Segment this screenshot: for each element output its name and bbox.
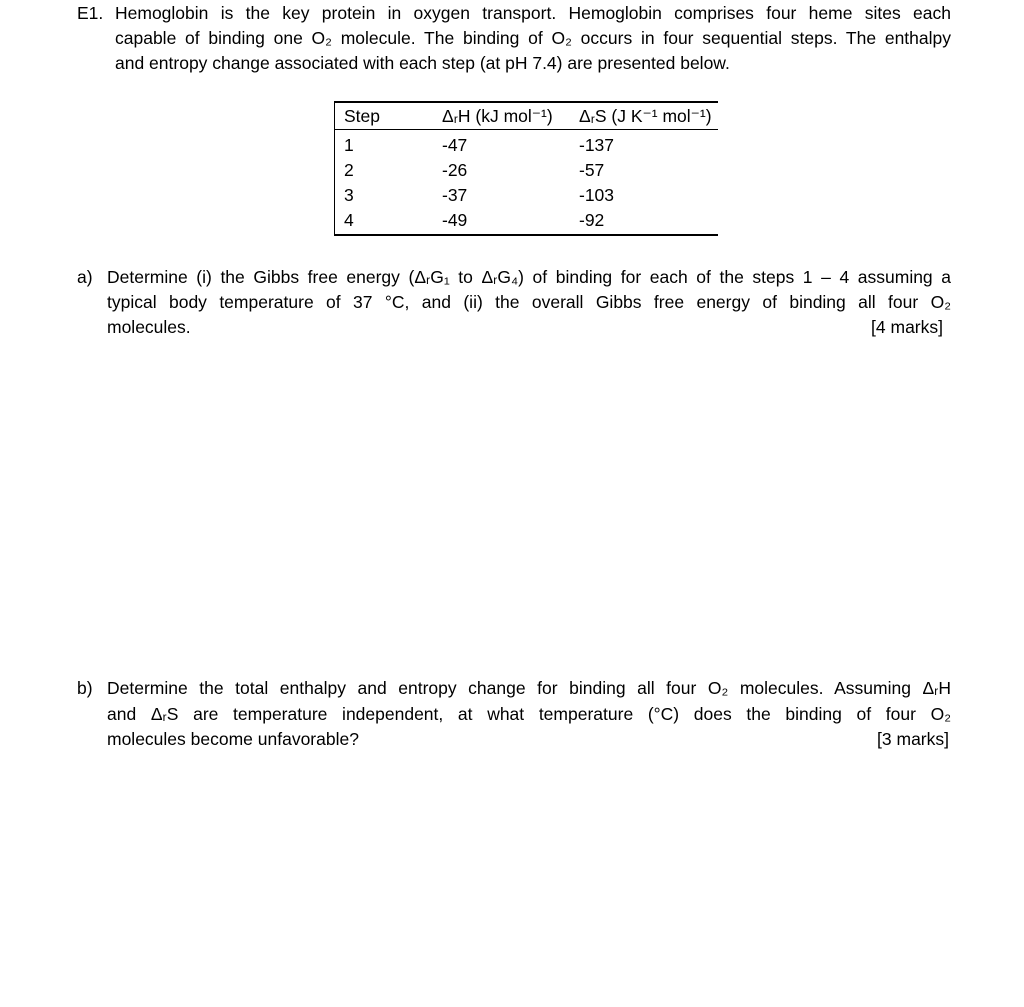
table-cell-step: 1 <box>344 135 354 155</box>
table-cell-step: 4 <box>344 210 354 230</box>
intro-line-3: and entropy change associated with each step (at pH 7.4) are presented below. <box>115 53 730 73</box>
table-cell-entropy: -137 <box>579 135 615 155</box>
table-header-enthalpy: ΔᵣH (kJ mol⁻¹) <box>442 106 553 126</box>
question-number: E1. <box>77 3 104 23</box>
table-cell-step: 2 <box>344 160 354 180</box>
table-bottom-rule <box>335 234 718 236</box>
part-b-line-3: molecules become unfavorable? <box>107 729 359 749</box>
intro-line-2: capable of binding one O₂ molecule. The binding of O₂ occurs in four sequential steps. The enthalpy <box>115 28 951 48</box>
intro-line-1: Hemoglobin is the key protein in oxygen transport. Hemoglobin comprises four heme sites each <box>115 3 951 23</box>
table-cell-entropy: -92 <box>579 210 605 230</box>
part-a-marks: [4 marks] <box>871 317 943 337</box>
table-cell-entropy: -57 <box>579 160 605 180</box>
part-a-line-2: typical body temperature of 37 °C, and (ii) the overall Gibbs free energy of binding all four O₂ <box>107 292 951 312</box>
table-cell-enthalpy: -49 <box>442 210 468 230</box>
table-cell-enthalpy: -37 <box>442 185 468 205</box>
part-b-marks: [3 marks] <box>877 729 949 749</box>
part-b-line-1: Determine the total enthalpy and entropy change for binding all four O₂ molecules. Assuming ΔᵣH <box>107 678 951 698</box>
table-top-rule <box>335 101 718 103</box>
table-header-rule <box>335 129 718 130</box>
table-cell-enthalpy: -26 <box>442 160 468 180</box>
table-header-step: Step <box>344 106 380 126</box>
table-cell-entropy: -103 <box>579 185 615 205</box>
table-left-rule <box>334 101 335 236</box>
table-header-entropy: ΔᵣS (J K⁻¹ mol⁻¹) <box>579 106 712 126</box>
table-cell-step: 3 <box>344 185 354 205</box>
part-a-label: a) <box>77 267 93 287</box>
part-b-line-2: and ΔᵣS are temperature independent, at what temperature (°C) does the binding of four O₂ <box>107 704 951 724</box>
part-b-label: b) <box>77 678 93 698</box>
table-cell-enthalpy: -47 <box>442 135 468 155</box>
part-a-line-3: molecules. <box>107 317 191 337</box>
part-a-line-1: Determine (i) the Gibbs free energy (ΔᵣG₁ to ΔᵣG₄) of binding for each of the steps 1 – 4 assuming a <box>107 267 951 287</box>
